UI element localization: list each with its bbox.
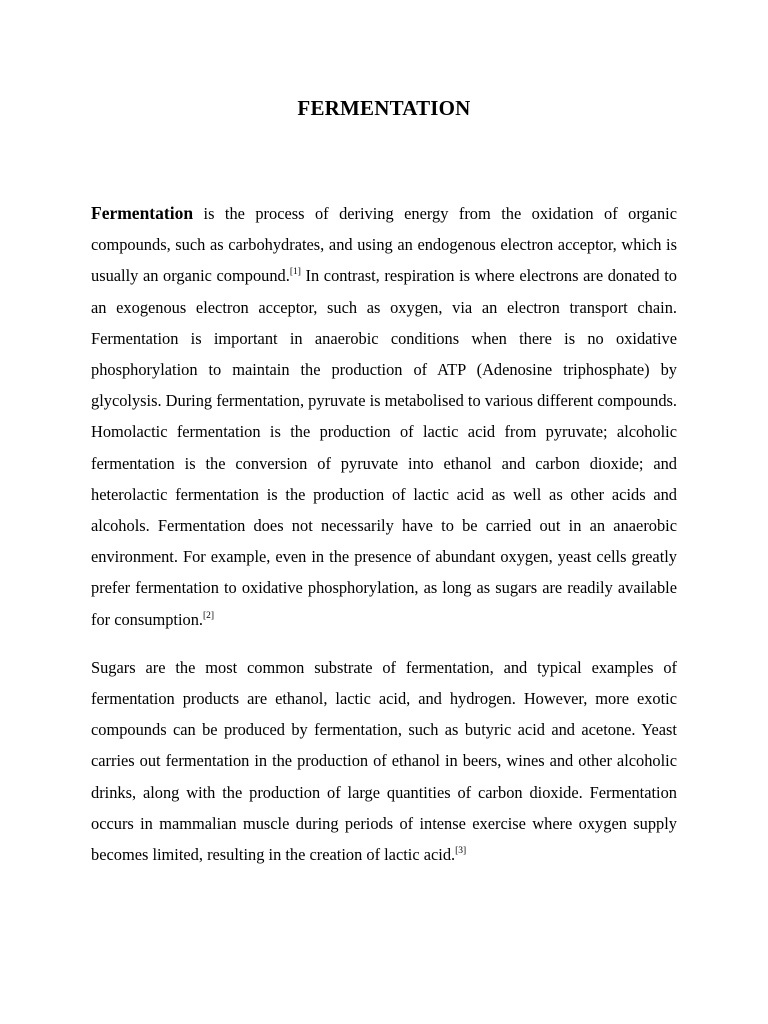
paragraph-1-text-a: is the process of deriving energy from the oxidation of organic compounds, such as carbohydrates, and using an endogenous electron acceptor, which is usually an organic compound. (91, 204, 677, 286)
bold-term: Fermentation (91, 203, 194, 223)
document-title: FERMENTATION (297, 96, 471, 120)
citation-3[interactable]: [3] (455, 846, 467, 857)
citation-1[interactable]: [1] (289, 267, 301, 278)
paragraph-1-text-b: In contrast, respiration is where electrons are donated to an exogenous electron acceptor, such as oxygen, via an electron transport chain. Fermentation is important in anaerobic conditions when there is no oxidative phosphorylation to maintain the production of ATP (Adenosine triphosphate) by glycolysis. During fermentation, pyruvate is metabolised to various different compounds. Homolactic fermentation is the production of lactic acid from pyruvate; alcoholic fermentation is the conversion of pyruvate into ethanol and carbon dioxide; and heterolactic fermentation is the production of lactic acid as well as other acids and alcohols. Fermentation does not necessarily have to be carried out in an anaerobic environment. For example, even in the presence of abundant oxygen, yeast cells greatly prefer fermentation to oxidative phosphorylation, as long as sugars are readily available for consumption. (91, 266, 677, 629)
paragraph-2-text: Sugars are the most common substrate of fermentation, and typical examples of fermentation products are ethanol, lactic acid, and hydrogen. However, more exotic compounds can be produced by fermentation, such as butyric acid and acetone. Yeast carries out fermentation in the production of ethanol in beers, wines and other alcoholic drinks, along with the production of large quantities of carbon dioxide. Fermentation occurs in mammalian muscle during periods of intense exercise where oxygen supply becomes limited, resulting in the creation of lactic acid. (91, 657, 677, 865)
document-body (91, 198, 677, 887)
citation-2[interactable]: [2] (203, 610, 215, 621)
paragraph-1 (91, 198, 677, 635)
paragraph-2 (91, 652, 677, 870)
